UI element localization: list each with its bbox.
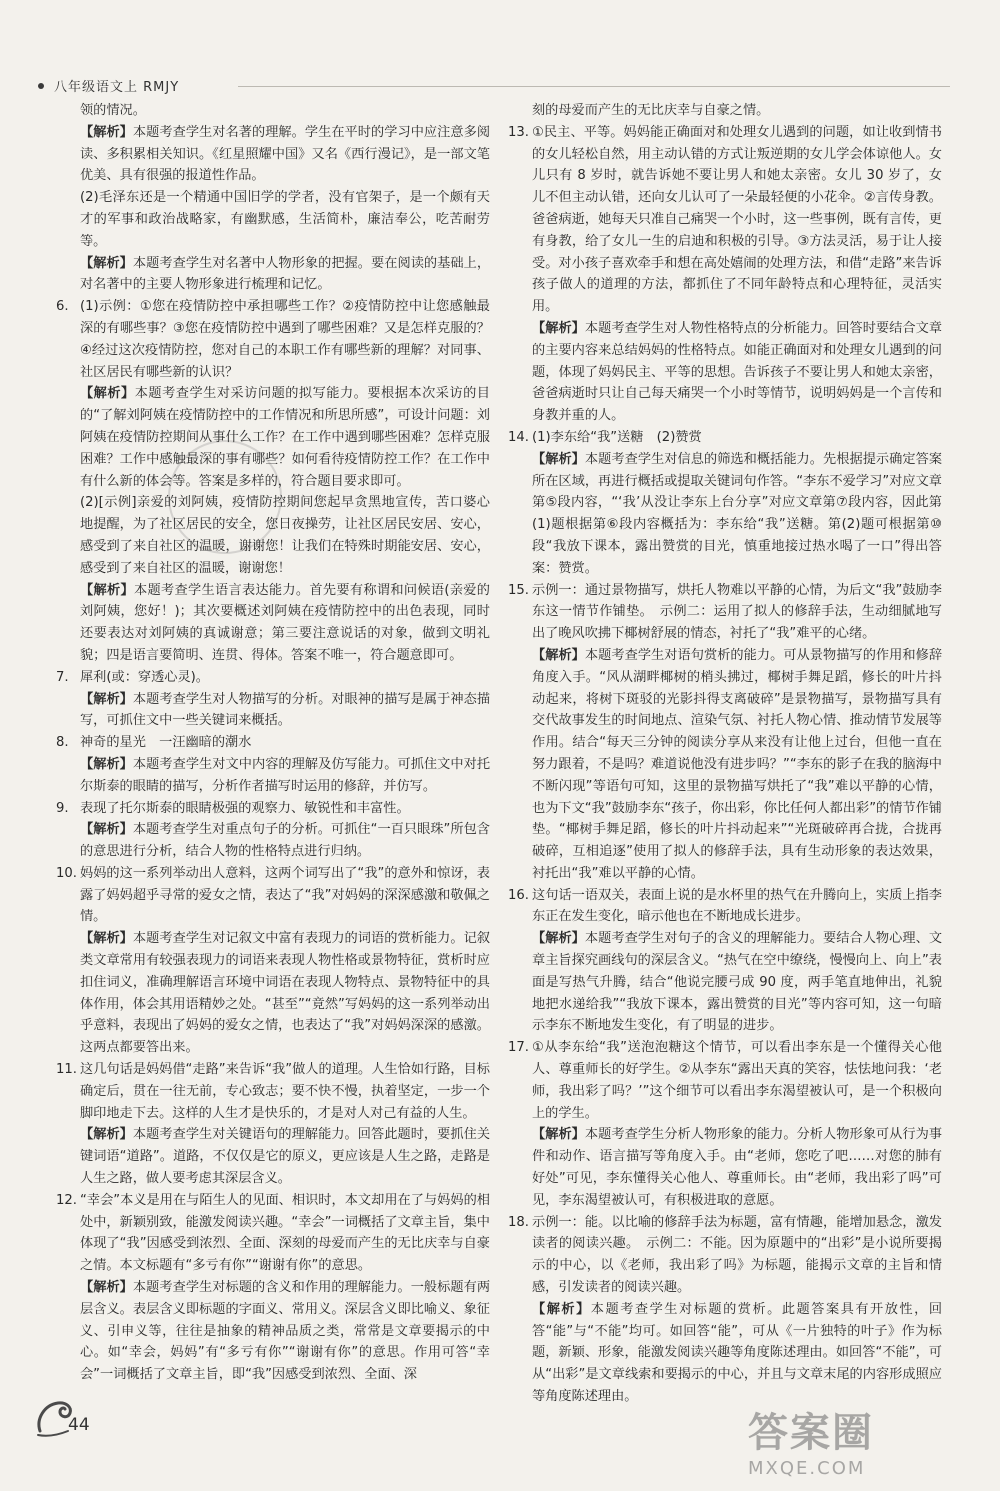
analysis-paragraph	[58, 928, 490, 1059]
analysis-text: 本题考查学生对关键语句的理解能力。回答此题时，要抓住关键词语“道路”。道路，不仅仅是它的原义，更应该是人生之路，走路是人生之路，做人要考虑其深层含义。	[80, 1127, 491, 1187]
analysis-paragraph	[510, 1124, 942, 1211]
item-number: 18.	[508, 1214, 529, 1230]
item-number: 9.	[56, 800, 69, 816]
item-number: 10.	[56, 865, 77, 881]
analysis-paragraph	[58, 1277, 490, 1386]
item-text: 表现了托尔斯泰的眼睛极强的观察力、敏锐性和丰富性。	[80, 800, 410, 816]
analysis-label: 【解析】	[80, 255, 133, 271]
item-number: 8.	[56, 735, 69, 751]
page-header	[38, 74, 950, 98]
analysis-label: 【解析】	[532, 1301, 591, 1317]
analysis-text: 本题考查学生对人物描写的分析。对眼神的描写是属于神态描写，可抓住文中一些关键词来概括。	[80, 691, 491, 729]
item-number: 6.	[56, 299, 69, 315]
analysis-paragraph	[58, 383, 490, 492]
analysis-paragraph	[510, 318, 942, 427]
analysis-paragraph	[510, 928, 942, 1037]
item-number: 17.	[508, 1040, 529, 1056]
analysis-paragraph	[510, 449, 942, 580]
analysis-label: 【解析】	[532, 931, 585, 947]
analysis-label: 【解析】	[80, 691, 133, 707]
analysis-label: 【解析】	[80, 756, 133, 772]
analysis-paragraph	[58, 122, 490, 187]
left-column	[58, 100, 490, 1386]
item-text: ①民主、平等。妈妈能正确面对和处理女儿遇到的问题，如让收到情书的女儿轻松自然，用主动认错的方式让叛逆期的女儿学会体谅他人。女儿只有 8 岁时，就告诉她不要让男人和她太亲密。女儿 30 岁了，女儿不但主动认错，还向女儿认可了一朵最轻便的小花伞。②言传身教。爸爸病逝，她每天只准自己痛哭一个小时，这一些事例，既有言传，更有身教，给了女儿一生的启迪和积极的引导。③方法灵活，易于让人接受。对小孩子喜欢牵手和想在高处嬉闹的处理方法，和借“走路”来告诉孩子做人的道理的方法，都抓住了不同年龄特点和心理特征，灵活实用。	[532, 124, 942, 315]
analysis-text: 本题考查学生对语句赏析的能力。可从景物描写的作用和修辞角度入手。“风从湖畔椰树的梢头拂过，椰树手舞足蹈，修长的叶片抖动起来，将树下斑驳的光影抖得支离破碎”是景物描写，景物描写具有交代故事发生的时间地点、渲染气氛、衬托人物心情、推动情节发展等作用。结合“每天三分钟的阅读分享从来没有让他上过台，但他一直在努力跟着，不是吗？难道说他没有进步吗？”“李东的影子在我的脑海中不断闪现”等语句可知，这里的景物描写烘托了“我”难以平静的心情，也为下文“我”鼓励李东“孩子，你出彩，你比任何人都出彩”的情节作铺垫。“椰树手舞足蹈，修长的叶片抖动起来”“光斑破碎再合拢，合拢再破碎，互相追逐”使用了拟人的修辞手法，具有生动形象的表达效果，衬托出“我”难以平静的心情。	[532, 647, 943, 881]
analysis-label: 【解析】	[80, 1127, 133, 1143]
analysis-text: 本题考查学生对名著中人物形象的把握。要在阅读的基础上，对名著中的主要人物形象进行梳理和记忆。	[80, 255, 491, 293]
analysis-text: 本题考查学生对采访问题的拟写能力。要根据本次采访的目的“了解刘阿姨在疫情防控中的工作情况和所思所感”，可设计问题：刘阿姨在疫情防控期间从事什么工作？在工作中遇到哪些困难？怎样克服困难？工作中感触最深的事有哪些？如何看待疫情防控工作？在工作中有什么新的体会等。答案是多样的，符合题目要求即可。	[80, 386, 490, 489]
right-column	[510, 100, 942, 1408]
answer-item	[58, 863, 490, 928]
analysis-paragraph	[58, 689, 490, 733]
analysis-paragraph	[510, 1299, 942, 1408]
watermark	[748, 1401, 978, 1479]
analysis-label: 【解析】	[532, 451, 585, 467]
analysis-label: 【解析】	[80, 822, 133, 838]
analysis-label: 【解析】	[80, 1280, 133, 1296]
analysis-label: 【解析】	[80, 124, 133, 140]
answer-item	[58, 667, 490, 689]
analysis-label: 【解析】	[532, 320, 585, 336]
analysis-paragraph	[58, 819, 490, 863]
item-text: ①从李东给“我”送泡泡糖这个情节，可以看出李东是一个懂得关心他人、尊重师长的好学生。②从李东“露出天真的笑容，怯怯地问我：‘老师，我出彩了吗？’”这个细节可以看出李东渴望被认可，是一个积极向上的学生。	[532, 1040, 942, 1121]
item-text: 示例一：能。以比喻的修辞手法为标题，富有情趣，能增加悬念，激发读者的阅读兴趣。 示例二：不能。因为原题中的“出彩”是小说所要揭示的中心，以《老师，我出彩了吗》为标题，能揭示文章的主旨和情感，引发读者的阅读兴趣。	[532, 1214, 942, 1296]
analysis-label: 【解析】	[80, 931, 133, 947]
item-text: 示例一：通过景物描写，烘托人物难以平静的心情，为后文“我”鼓励李东这一情节作铺垫。 示例二：运用了拟人的修辞手法，生动细腻地写出了晚风吹拂下椰树舒展的情态，衬托了“我”难平的心绪。	[532, 582, 942, 642]
header-rule	[238, 86, 950, 87]
analysis-text: 本题考查学生对标题的赏析。此题答案具有开放性，回答“能”与“不能”均可。如回答“能”，可从《一片独特的叶子》作为标题，新颖、形象，能激发阅读兴趣等角度陈述理由。如回答“不能”，可从“出彩”是文章线索和要揭示的中心，并且与文章末尾的内容形成照应等角度陈述理由。	[532, 1301, 943, 1405]
item-number: 13.	[508, 124, 529, 140]
analysis-text: 本题考查学生对信息的筛选和概括能力。先根据提示确定答案所在区域，再进行概括或提取关键词句作答。“李东不爱学习”对应文章第⑤段内容，“‘我’从没让李东上台分享”对应文章第⑦段内容，因此第(1)题根据第⑥段内容概括为：李东给“我”送糖。第(2)题可根据第⑩段“我放下课本，露出赞赏的目光，慎重地接过热水喝了一口”得出答案：赞赏。	[532, 451, 943, 576]
answer-item	[510, 580, 942, 645]
analysis-label: 【解析】	[532, 1127, 585, 1143]
analysis-paragraph	[58, 253, 490, 297]
analysis-label: 【解析】	[80, 582, 134, 598]
item-text: 神奇的星光 一汪幽暗的潮水	[80, 735, 252, 751]
watermark-logo: 答案圈	[748, 1410, 874, 1456]
item-text: (1)李东给“我”送糖 (2)赞赏	[532, 429, 702, 445]
analysis-text: 本题考查学生对标题的含义和作用的理解能力。一般标题有两层含义。表层含义即标题的字面义、常用义。深层含义即比喻义、象征义、引申义等，往往是抽象的精神品质之类，常常是文章要揭示的中心。如“幸会，妈妈”有“多亏有你”“谢谢有你”的意思。作用可答“幸会”一词概括了文章主旨，即“我”因感受到浓烈、全面、深	[80, 1280, 491, 1383]
item-text: 犀利(或：穿透心灵)。	[80, 669, 209, 685]
answer-item	[510, 122, 942, 318]
answer-item	[510, 1212, 942, 1299]
answer-item	[58, 732, 490, 754]
analysis-paragraph	[58, 580, 490, 667]
analysis-paragraph	[58, 1124, 490, 1189]
text-paragraph: (2)毛泽东还是一个精通中国旧学的学者，没有官架子，是一个颇有天才的军事和政治战略家，有幽默感，生活简朴，廉洁奉公，吃苦耐劳等。	[80, 190, 490, 249]
analysis-text: 本题考查学生对人物性格特点的分析能力。回答时要结合文章的主要内容来总结妈妈的性格特点。如能正确面对和处理女儿遇到的问题，体现了妈妈民主、平等的思想。告诉孩子不要让男人和她太亲密，爸爸病逝时只让自己每天痛哭一个小时等情节，说明妈妈是一个言传和身教并重的人。	[532, 320, 943, 424]
item-text: 这几句话是妈妈借“走路”来告诉“我”做人的道理。人生恰如行路，目标确定后，贯在一往无前，专心致志；要不快不慢，执着坚定，一步一个脚印地走下去。这样的人生才是快乐的，才是对人对己有益的人生。	[80, 1062, 490, 1121]
text-paragraph: 领的情况。	[80, 103, 146, 118]
item-text: 这句话一语双关，表面上说的是水杯里的热气在升腾向上，实质上指李东正在发生变化，暗示他也在不断地成长进步。	[532, 887, 942, 925]
item-number: 7.	[56, 669, 69, 685]
item-text: (1)示例：①您在疫情防控中承担哪些工作？②疫情防控中让您感触最深的有哪些事？③您在疫情防控中遇到了哪些困难？又是怎样克服的？④经过这次疫情防控，您对自己的本职工作有哪些新的理解？对同事、社区居民有哪些新的认识？	[80, 299, 490, 380]
item-text: “幸会”本义是用在与陌生人的见面、相识时，本文却用在了与妈妈的相处中，新颖别致，能激发阅读兴趣。“幸会”一词概括了文章主旨，集中体现了“我”因感受到浓烈、全面、深刻的母爱而产生的无比庆幸与自豪之情。本文标题有“多亏有你”“谢谢有你”的意思。	[80, 1192, 490, 1274]
item-number: 14.	[508, 429, 529, 445]
bullet-dot-icon	[38, 83, 44, 89]
analysis-label: 【解析】	[532, 647, 585, 663]
answer-item	[510, 427, 942, 449]
page-number: 44	[68, 1415, 90, 1435]
item-number: 12.	[56, 1192, 77, 1208]
analysis-text: 本题考查学生语言表达能力。首先要有称谓和问候语(亲爱的刘阿姨，您好！)；其次要概述刘阿姨在疫情防控中的出色表现，同时还要表达对刘阿姨的真诚谢意；第三要注意说话的对象，做到文明礼貌；四是语言要简明、连贯、得体。答案不唯一，符合题意即可。	[80, 582, 490, 663]
analysis-text: 本题考查学生对文中内容的理解及仿写能力。可抓住文中对托尔斯泰的眼睛的描写，分析作者描写时运用的修辞，并仿写。	[80, 756, 491, 794]
item-text: 妈妈的这一系列举动出人意料，这两个词写出了“我”的意外和惊讶，表露了妈妈超乎寻常的爱女之情，表达了“我”对妈妈的深深感激和敬佩之情。	[80, 865, 490, 925]
analysis-text: 本题考查学生分析人物形象的能力。分析人物形象可从行为事件和动作、语言描写等角度入手。由“老师，您吃了吧……对您的肺有好处”可见，李东懂得关心他人、尊重师长。由“老师，我出彩了吗”可见，李东渴望被认可，有积极进取的意愿。	[532, 1127, 943, 1208]
item-number: 15.	[508, 582, 529, 598]
header-title: 八年级语文上 RMJY	[54, 80, 180, 95]
analysis-text: 本题考查学生对名著的理解。学生在平时的学习中应注意多阅读、多积累相关知识。《红星照耀中国》又名《西行漫记》，是一部文笔优美、具有很强的报道性作品。	[80, 124, 491, 184]
answer-item	[58, 1059, 490, 1124]
item-number: 16.	[508, 887, 529, 903]
analysis-label: 【解析】	[80, 386, 135, 402]
watermark-url: MXQE.COM	[748, 1458, 866, 1479]
answer-item	[58, 1190, 490, 1277]
text-paragraph: 刻的母爱而产生的无比庆幸与自豪之情。	[532, 103, 770, 118]
item-number: 11.	[56, 1062, 77, 1078]
answer-item	[510, 1037, 942, 1124]
answer-item	[58, 296, 490, 383]
answer-item	[510, 885, 942, 929]
answer-item	[58, 798, 490, 820]
analysis-paragraph	[510, 645, 942, 885]
text-paragraph: (2)[示例]亲爱的刘阿姨，疫情防控期间您起早贪黑地宣传，苦口婆心地提醒，为了社区居民的安全，您日夜操劳，让社区居民安居、安心，感受到了来自社区的温暖，谢谢您！让我们在特殊时期能安居、安心，感受到了来自社区的温暖，谢谢您！	[80, 495, 490, 576]
analysis-text: 本题考查学生对重点句子的分析。可抓住“一百只眼珠”所包含的意思进行分析，结合人物的性格特点进行归纳。	[80, 822, 490, 860]
analysis-paragraph	[58, 754, 490, 798]
analysis-text: 本题考查学生对记叙文中富有表现力的词语的赏析能力。记叙类文章常用有较强表现力的词语来表现人物性格或景物特征，赏析时应扣住词义，准确理解语言环境中词语在表现人物特点、景物特征中的具体作用，体会其用语精妙之处。“甚至”“竟然”写妈妈的这一系列举动出乎意料，表现出了妈妈的爱女之情，也表达了“我”对妈妈深深的感激。这两点都要答出来。	[80, 931, 491, 1056]
analysis-text: 本题考查学生对句子的含义的理解能力。要结合人物心理、文章主旨探究画线句的深层含义。“热气在空中缭绕，慢慢向上、向上”表面是写热气升腾，结合“他说完腰弓成 90 度，两手笔直地伸出，礼貌地把水递给我”“我放下课本，露出赞赏的目光”等内容可知，这一句暗示李东不断地发生变化，有了明显的进步。	[532, 931, 943, 1034]
